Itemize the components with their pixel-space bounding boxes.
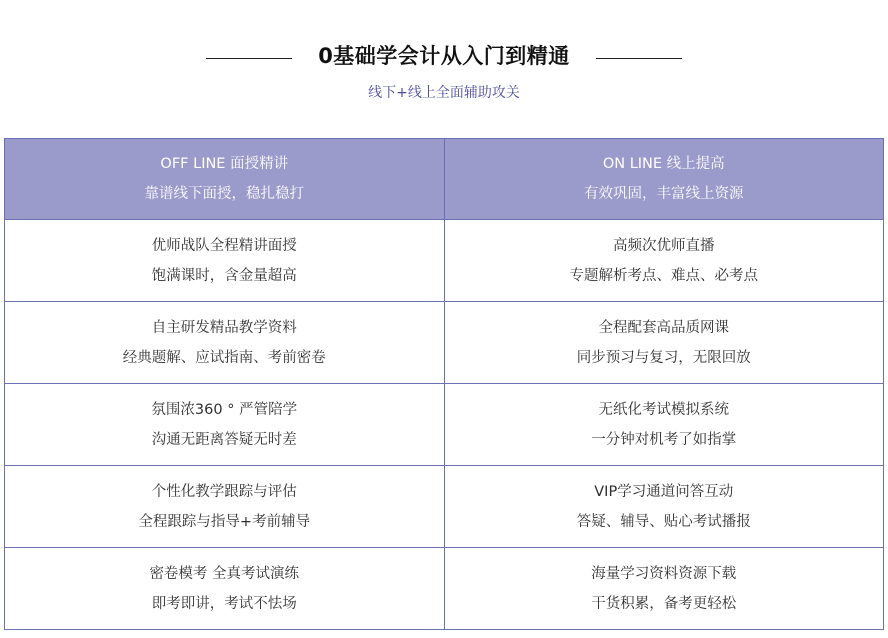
cell-line-primary: 氛围浓360 ° 严管陪学 [151,401,298,418]
cell-line-secondary: 专题解析考点、难点、必考点 [569,267,758,284]
cell-line-primary: 无纸化考试模拟系统 [598,401,729,418]
heading-divider-left [206,58,292,59]
cell-line-secondary: 全程跟踪与指导+考前辅导 [138,513,311,530]
table-cell-online [444,220,884,302]
table-cell-online [444,548,884,630]
cell-line-secondary: 经典题解、应试指南、考前密卷 [122,349,326,366]
cell-line-secondary: 沟通无距离答疑无时差 [151,431,297,448]
header-online-title: ON LINE 线上提高 [602,156,725,172]
table-cell-online [444,302,884,384]
cell-line-secondary: 饱满课时，含金量超高 [151,267,297,284]
table-cell-offline [5,548,445,630]
table-cell-offline [5,220,445,302]
cell-line-secondary: 一分钟对机考了如指掌 [591,431,737,448]
cell-line-primary: 海量学习资料资源下载 [591,565,737,582]
header-offline-subtitle: 靠谱线下面授，稳扎稳打 [144,186,304,202]
page-subtitle: 线下+线上全面辅助攻关 [368,85,520,101]
table-row [5,384,884,466]
section-heading [0,36,888,80]
table-cell-offline [5,466,445,548]
table-row [5,466,884,548]
comparison-table [4,138,884,630]
header-cell-offline [5,139,445,220]
cell-line-primary: 密卷模考 全真考试演练 [149,565,300,582]
table-cell-online [444,384,884,466]
cell-line-secondary: 干货积累，备考更轻松 [591,595,737,612]
page-title: 0基础学会计从入门到精通 [318,44,570,68]
cell-line-primary: VIP学习通道问答互动 [594,483,734,500]
cell-line-primary: 优师战队全程精讲面授 [151,237,297,254]
table-cell-offline [5,384,445,466]
header-cell-online [444,139,884,220]
table-row [5,548,884,630]
cell-line-primary: 自主研发精品教学资料 [151,319,297,336]
table-row [5,302,884,384]
heading-divider-right [596,58,682,59]
cell-line-primary: 个性化教学跟踪与评估 [151,483,297,500]
cell-line-primary: 高频次优师直播 [613,237,715,254]
table-header-row [5,139,884,220]
table-cell-offline [5,302,445,384]
header-offline-title: OFF LINE 面授精讲 [160,156,289,172]
cell-line-primary: 全程配套高品质网课 [598,319,729,336]
cell-line-secondary: 同步预习与复习，无限回放 [576,349,751,366]
table-row [5,220,884,302]
cell-line-secondary: 答疑、辅导、贴心考试播报 [576,513,751,530]
header-online-subtitle: 有效巩固，丰富线上资源 [584,186,744,202]
table-cell-online [444,466,884,548]
cell-line-secondary: 即考即讲，考试不怯场 [151,595,297,612]
